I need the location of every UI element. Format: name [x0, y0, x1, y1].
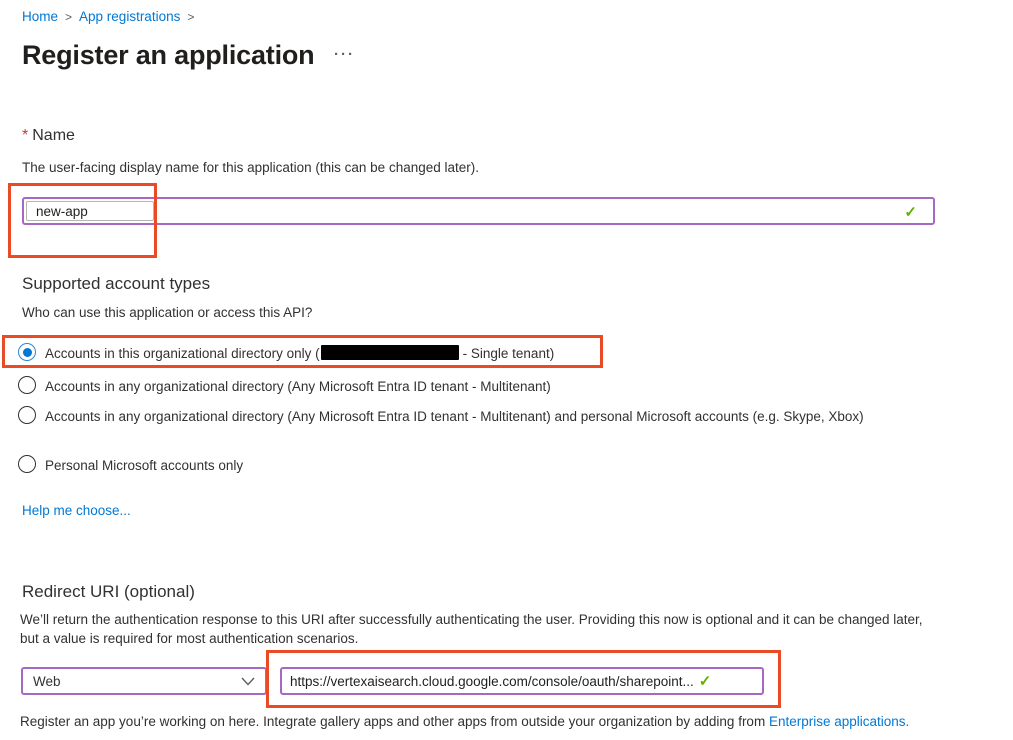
app-name-value: new-app: [36, 203, 88, 219]
name-label-text: Name: [32, 127, 75, 144]
radio-option-multitenant-personal[interactable]: [18, 406, 918, 427]
valid-check-icon: ✓: [904, 204, 917, 221]
label-before-redaction: Accounts in this organizational directory only (: [45, 346, 320, 361]
platform-select[interactable]: [21, 667, 267, 695]
radio-option-single-tenant[interactable]: [18, 343, 554, 364]
footer-sentence: Register an app you’re working on here. Integrate gallery apps and other apps from outside your organization by adding from: [20, 714, 769, 729]
redirect-uri-value: https://vertexaisearch.cloud.google.com/console/oauth/sharepoint...: [290, 673, 694, 689]
radio-option-multitenant[interactable]: [18, 376, 551, 397]
radio-unselected-icon[interactable]: [18, 406, 36, 424]
breadcrumb: [22, 9, 194, 24]
radio-selected-icon[interactable]: [18, 343, 36, 361]
radio-option-personal-only-label: Personal Microsoft accounts only: [45, 458, 244, 473]
enterprise-applications-link[interactable]: Enterprise applications.: [768, 714, 910, 729]
platform-select-value: Web: [33, 673, 61, 689]
redirect-uri-description: We’ll return the authentication response to this URI after successfully authenticating the user. Providing this now is optional and it can be changed later, but a value is required for most authentication scenarios.: [20, 612, 923, 646]
radio-unselected-icon[interactable]: [18, 376, 36, 394]
valid-check-icon: ✓: [698, 673, 712, 690]
radio-unselected-icon[interactable]: [18, 455, 36, 473]
redirect-uri-input[interactable]: [280, 667, 764, 695]
footer-text: [20, 714, 909, 729]
radio-option-multitenant-label: Accounts in any organizational directory (Any Microsoft Entra ID tenant - Multitenant): [45, 379, 551, 394]
label-after-redaction: - Single tenant): [462, 346, 555, 361]
app-name-input-value-box: [26, 201, 154, 221]
name-field-description: The user-facing display name for this application (this can be changed later).: [22, 160, 479, 175]
radio-option-single-tenant-label: [45, 343, 554, 364]
required-asterisk: *: [22, 127, 29, 144]
supported-account-types-heading: Supported account types: [22, 274, 211, 293]
breadcrumb-separator: >: [65, 9, 73, 24]
help-me-choose-link[interactable]: Help me choose...: [22, 503, 131, 518]
breadcrumb-separator: >: [187, 9, 195, 24]
account-types-question: Who can use this application or access this API?: [22, 305, 313, 320]
radio-option-personal-only[interactable]: [18, 455, 243, 476]
breadcrumb-home-link[interactable]: Home: [22, 9, 59, 24]
chevron-down-icon: [241, 677, 255, 686]
radio-option-multitenant-personal-label: Accounts in any organizational directory (Any Microsoft Entra ID tenant - Multitenant) and personal Microsoft accounts (e.g. Skype, Xbox): [45, 409, 864, 424]
name-field-label: [22, 127, 75, 145]
page-title: Register an application: [22, 40, 315, 70]
more-options-ellipsis-icon[interactable]: ···: [334, 46, 355, 63]
redirect-uri-heading: Redirect URI (optional): [22, 582, 195, 601]
app-name-input[interactable]: [22, 197, 935, 225]
breadcrumb-app-registrations-link[interactable]: App registrations: [79, 9, 181, 24]
redacted-tenant-name: [321, 345, 459, 360]
